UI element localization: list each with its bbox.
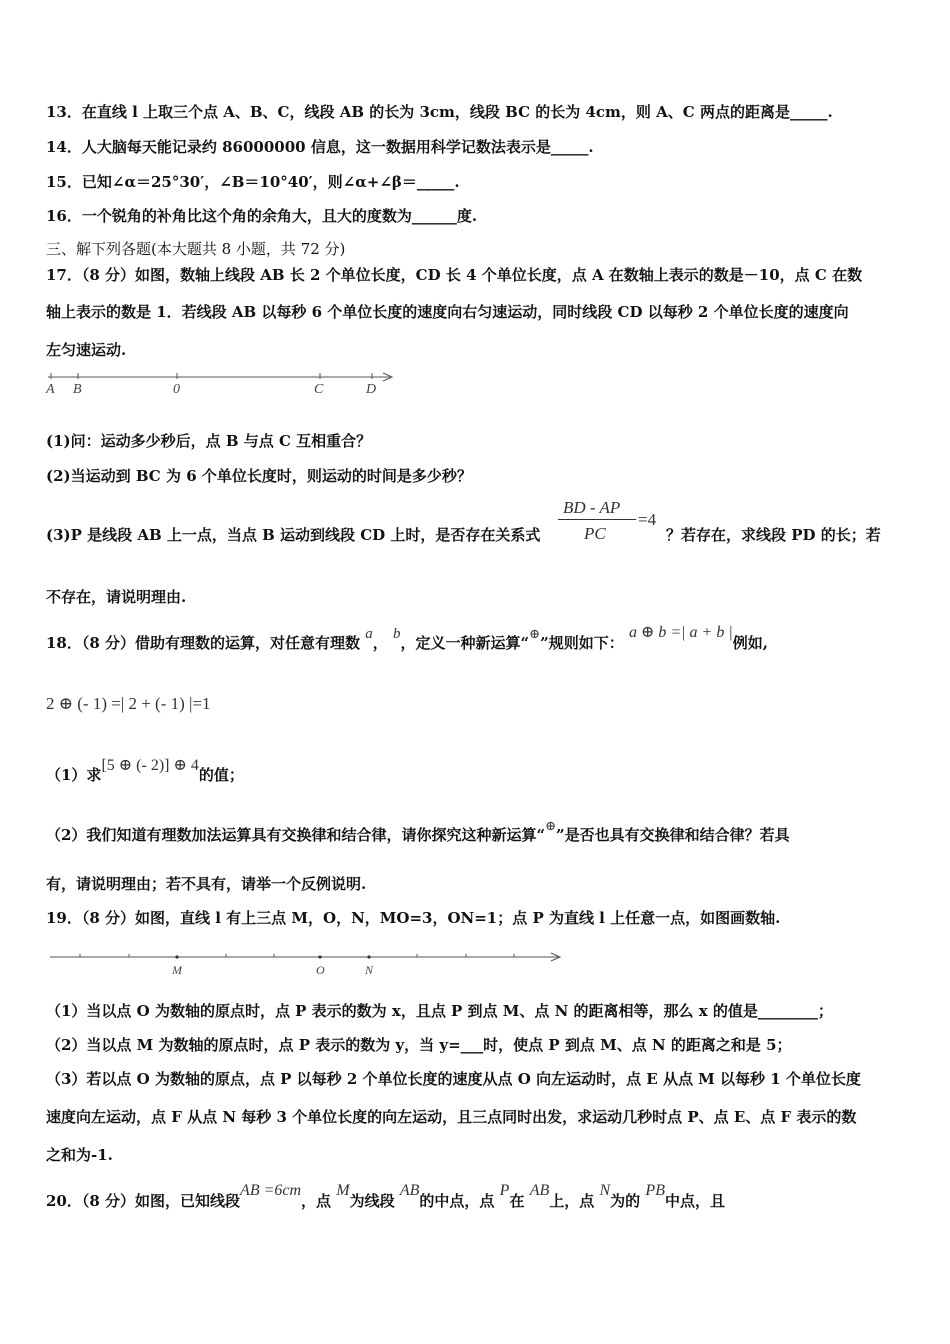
- math-n: N: [599, 1182, 611, 1199]
- q17-p3-text-a: (3)P 是线段 AB 上一点，当点 B 运动到线段 CD 上时，是否存在关系式: [46, 526, 541, 544]
- axis-label-b: B: [73, 382, 82, 397]
- fraction-equals: =4: [638, 510, 657, 529]
- math-ab: AB: [399, 1182, 420, 1199]
- question-18-part-1: （1）求[5 ⊕ (- 2)] ⊕ 4的值；: [46, 757, 244, 784]
- question-15: 15．已知∠α＝25°30′，∠B＝10°40′，则∠α+∠β＝_____.: [46, 173, 460, 191]
- axis-label-d: D: [366, 382, 377, 397]
- question-18-part-2: （2）我们知道有理数加法运算具有交换律和结合律，请你探究这种新运算“⊕”是否也具有交换律和结合律？若具: [46, 818, 790, 844]
- question-17-part-3-end: 不存在，请说明理由.: [46, 588, 187, 606]
- part-1-expr: [5 ⊕ (- 2)] ⊕ 4: [101, 757, 199, 774]
- axis-label-o: O: [316, 963, 325, 977]
- question-16: 16．一个锐角的补角比这个角的余角大，且大的度数为______度.: [46, 207, 478, 225]
- question-20-line-1: 20．（8 分）如图，已知线段AB =6cm，点 M为线段 AB的中点，点 P在 AB上，点 N为的 PB中点，且: [46, 1182, 725, 1210]
- axis-label-c: C: [314, 382, 324, 397]
- math-ab-6cm: AB =6cm: [240, 1182, 302, 1199]
- question-19-part-1: （1）当以点 O 为数轴的原点时，点 P 表示的数为 x，且点 P 到点 M、点 N 的距离相等，那么 x 的值是________；: [46, 1002, 833, 1020]
- question-17-line-3: 左匀速运动.: [46, 341, 127, 359]
- question-18-line-1: 18．（8 分）借助有理数的运算，对任意有理数 a， b，定义一种新运算“⊕”规则如下： a ⊕ b =| a + b |例如,: [46, 624, 768, 652]
- axis-label-m: M: [172, 963, 182, 977]
- axis-label-n: N: [365, 963, 374, 977]
- question-13: 13．在直线 l 上取三个点 A、B、C，线段 AB 的长为 3cm，线段 BC 的长为 4cm，则 A、C 两点的距离是_____.: [46, 103, 833, 121]
- op-symbol: ⊕: [529, 626, 541, 641]
- question-19-part-3-line-2: 速度向左运动，点 F 从点 N 每秒 3 个单位长度的向左运动，且三点同时出发，求运动几秒时点 P、点 E、点 F 表示的数: [46, 1108, 857, 1126]
- math-m: M: [336, 1182, 350, 1199]
- var-b: b: [393, 626, 401, 642]
- fraction-numerator: BD - AP: [563, 498, 621, 517]
- q17-p3-text-b: ？若存在，求线段 PD 的长；若: [666, 526, 881, 544]
- math-pb: PB: [645, 1182, 665, 1199]
- section-heading: 三、解下列各题(本大题共 8 小题，共 72 分): [46, 240, 346, 258]
- fraction-denominator: PC: [584, 524, 606, 543]
- question-19-part-3-line-3: 之和为-1.: [46, 1146, 113, 1164]
- number-line-19: [46, 944, 566, 980]
- math-ab-2: AB: [529, 1182, 550, 1199]
- question-17-line-2: 轴上表示的数是 1．若线段 AB 以每秒 6 个单位长度的速度向右匀速运动，同时线段 CD 以每秒 2 个单位长度的速度向: [46, 303, 849, 321]
- question-17-line-1: 17．（8 分）如图，数轴上线段 AB 长 2 个单位长度，CD 长 4 个单位长度，点 A 在数轴上表示的数是－10，点 C 在数: [46, 266, 863, 284]
- example-formula: 2 ⊕ (- 1) =| 2 + (- 1) |=1: [46, 694, 211, 713]
- var-a: a: [365, 626, 373, 642]
- question-19-part-2: （2）当以点 M 为数轴的原点时，点 P 表示的数为 y，当 y=___时，使点 P 到点 M、点 N 的距离之和是 5；: [46, 1036, 792, 1054]
- question-18-part-2-end: 有，请说明理由；若不具有，请举一个反例说明.: [46, 875, 367, 893]
- math-p: P: [499, 1182, 510, 1199]
- question-19-line-1: 19．（8 分）如图，直线 l 有上三点 M，O，N，MO=3，ON=1；点 P 为直线 l 上任意一点，如图画数轴.: [46, 909, 781, 927]
- fraction-bar: [558, 519, 636, 520]
- axis-label-a: A: [46, 382, 55, 397]
- question-14: 14．人大脑每天能记录约 86000000 信息，这一数据用科学记数法表示是_____.: [46, 138, 594, 156]
- question-17-part-2: (2)当运动到 BC 为 6 个单位长度时，则运动的时间是多少秒？: [46, 467, 472, 485]
- rule-formula: a ⊕ b =| a + b |: [628, 624, 733, 641]
- axis-label-zero: 0: [173, 382, 180, 397]
- question-17-part-3: [46, 525, 540, 545]
- number-line-17: [40, 368, 400, 402]
- question-17-part-1: (1)问：运动多少秒后，点 B 与点 C 互相重合？: [46, 432, 372, 450]
- op-symbol-2: ⊕: [545, 818, 556, 833]
- question-19-part-3-line-1: （3）若以点 O 为数轴的原点，点 P 以每秒 2 个单位长度的速度从点 O 向左运动时，点 E 从点 M 以每秒 1 个单位长度: [46, 1070, 861, 1088]
